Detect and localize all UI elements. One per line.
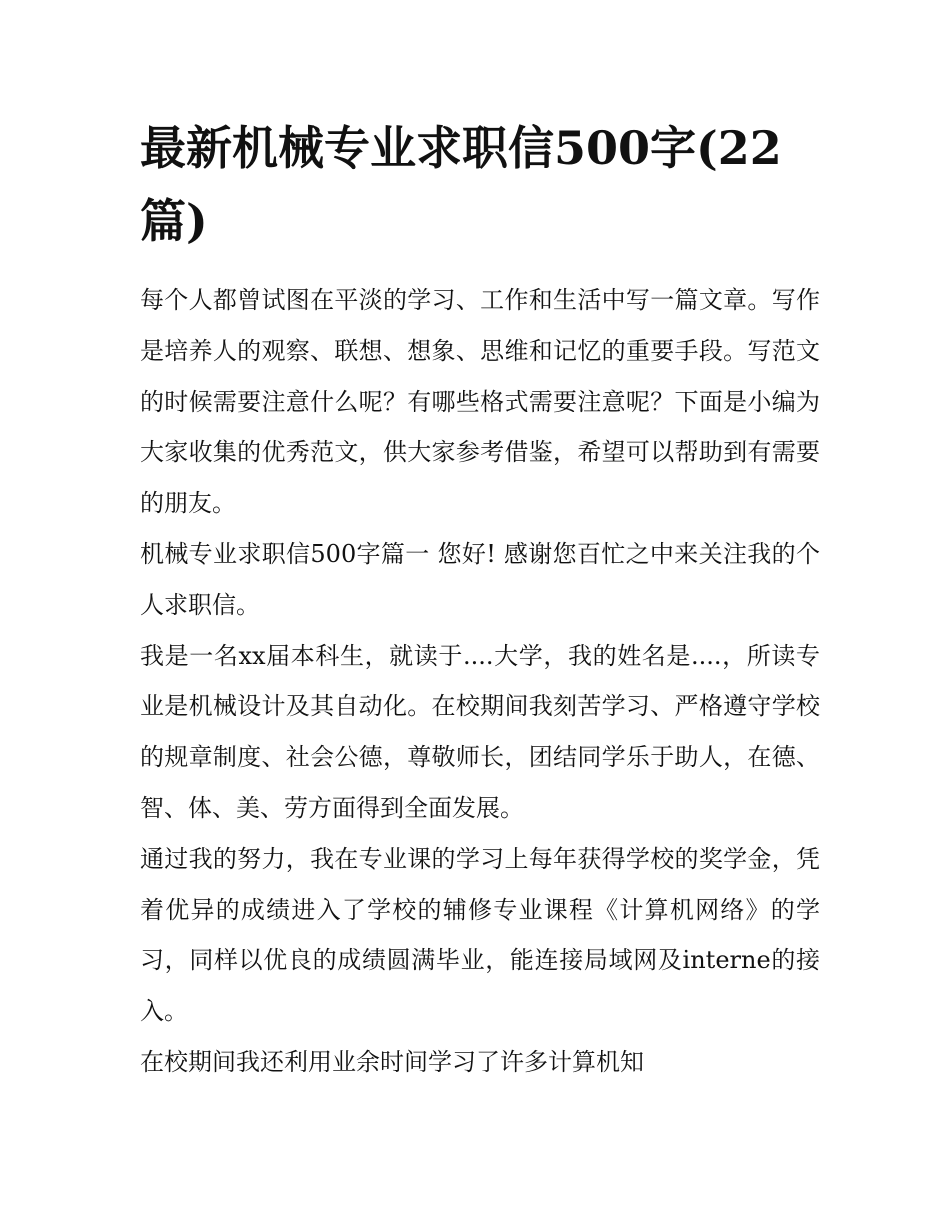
paragraph-achievements: 通过我的努力，我在专业课的学习上每年获得学校的奖学金，凭着优异的成绩进入了学校的辅修专业课程《计算机网络》的学习，同样以优良的成绩圆满毕业，能连接局域网及interne的接入。	[140, 844, 820, 1026]
document-body	[140, 275, 820, 1088]
paragraph-greeting: 机械专业求职信500字篇一 您好! 感谢您百忙之中来关注我的个人求职信。	[140, 539, 820, 619]
paragraph-intro: 每个人都曾试图在平淡的学习、工作和生活中写一篇文章。写作是培养人的观察、联想、想象、思维和记忆的重要手段。写范文的时候需要注意什么呢？有哪些格式需要注意呢？下面是小编为大家收集的优秀范文，供大家参考借鉴，希望可以帮助到有需要的朋友。	[140, 286, 820, 518]
paragraph-extra-study: 在校期间我还利用业余时间学习了许多计算机知	[140, 1047, 644, 1076]
paragraph-background: 我是一名xx届本科生，就读于....大学，我的姓名是....，所读专业是机械设计及其自动化。在校期间我刻苦学习、严格遵守学校的规章制度、社会公德，尊敬师长，团结同学乐于助人，在德、智、体、美、劳方面得到全面发展。	[140, 641, 820, 822]
document-title: 最新机械专业求职信500字(22篇)	[140, 121, 782, 248]
